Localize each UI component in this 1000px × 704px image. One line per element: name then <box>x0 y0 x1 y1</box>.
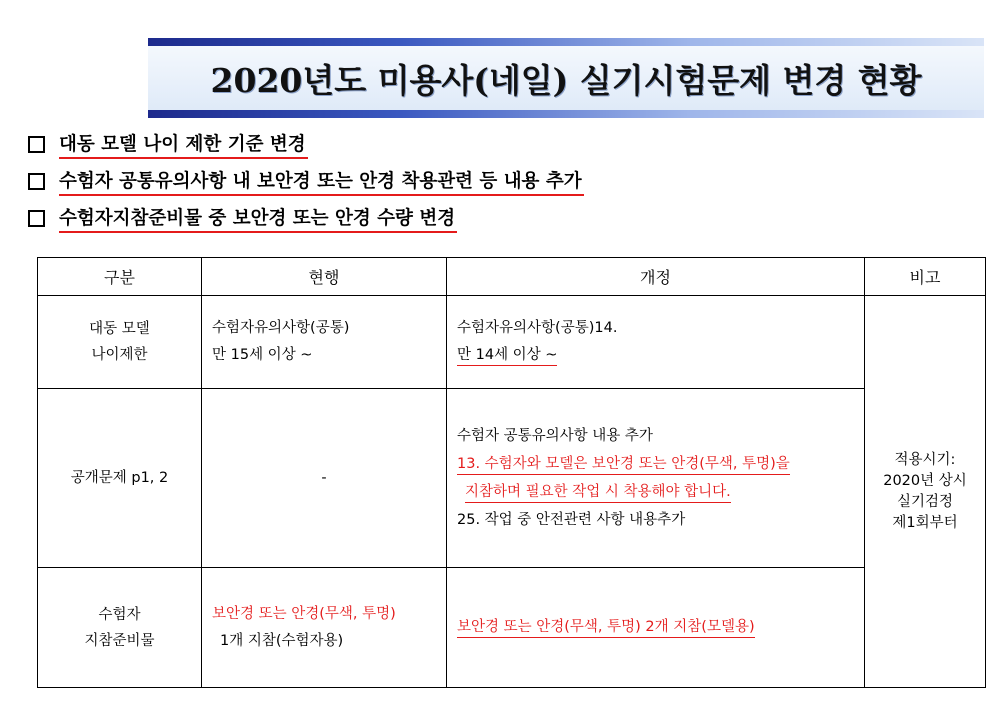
revised-line: 25. 작업 중 안전관련 사항 내용추가 <box>457 512 686 528</box>
category-line: 수험자 <box>98 606 141 623</box>
bullet-text: 수험자지참준비물 중 보안경 또는 안경 수량 변경 <box>59 204 457 233</box>
bullet-text: 대동 모델 나이 제한 기준 변경 <box>59 130 308 159</box>
category-cell <box>38 568 202 688</box>
current-line: 1개 지참(수험자용) <box>220 632 344 649</box>
header-current: 현행 <box>202 258 447 296</box>
note-cell <box>865 296 986 688</box>
revised-line-highlight: 만 14세 이상 ~ <box>457 347 557 366</box>
change-table <box>37 257 986 688</box>
current-cell <box>202 389 447 568</box>
category-cell <box>38 296 202 389</box>
header-note: 비고 <box>865 258 986 296</box>
header-category: 구분 <box>38 258 202 296</box>
table-row <box>38 296 986 389</box>
bullet-item <box>28 126 584 163</box>
bullet-text: 수험자 공통유의사항 내 보안경 또는 안경 착용관련 등 내용 추가 <box>59 167 584 196</box>
note-line: 제1회부터 <box>892 514 958 531</box>
table-header-row <box>38 258 986 296</box>
revised-line: 수험자유의사항(공통)14. <box>457 320 618 336</box>
revised-cell <box>447 568 865 688</box>
revised-line-highlight: 13. 수험자와 모델은 보안경 또는 안경(무색, 투명)을 <box>457 456 790 475</box>
current-line: 보안경 또는 안경(무색, 투명) <box>212 605 396 622</box>
current-cell <box>202 296 447 389</box>
table-row <box>38 568 986 688</box>
current-line: 만 15세 이상 ~ <box>212 347 313 363</box>
title-banner-inner <box>148 46 984 110</box>
category-line: 공개문제 p1, 2 <box>70 470 169 486</box>
title-banner <box>148 38 984 118</box>
checkbox-icon <box>28 173 45 190</box>
checkbox-icon <box>28 136 45 153</box>
revised-line-highlight: 보안경 또는 안경(무색, 투명) 2개 지참(모델용) <box>457 619 755 638</box>
revised-line-highlight: 지참하며 필요한 작업 시 착용해야 합니다. <box>465 484 731 503</box>
current-line: - <box>321 470 327 486</box>
note-line: 적용시기: <box>894 451 956 468</box>
category-line: 나이제한 <box>91 347 148 363</box>
revised-line: 수험자 공통유의사항 내용 추가 <box>457 428 653 444</box>
revised-cell <box>447 296 865 389</box>
note-line: 실기검정 <box>896 493 954 510</box>
category-line: 지참준비물 <box>84 632 155 649</box>
revised-cell <box>447 389 865 568</box>
checkbox-icon <box>28 210 45 227</box>
bullet-item <box>28 163 584 200</box>
category-cell <box>38 389 202 568</box>
note-line: 2020년 상시 <box>883 472 967 489</box>
table-row <box>38 389 986 568</box>
current-cell <box>202 568 447 688</box>
bullet-item <box>28 200 584 237</box>
header-revised: 개정 <box>447 258 865 296</box>
page-title: 2020년도 미용사(네일) 실기시험문제 변경 현황 <box>210 60 922 100</box>
bullet-list <box>28 126 584 237</box>
category-line: 대동 모델 <box>89 321 150 337</box>
current-line: 수험자유의사항(공통) <box>212 320 350 336</box>
